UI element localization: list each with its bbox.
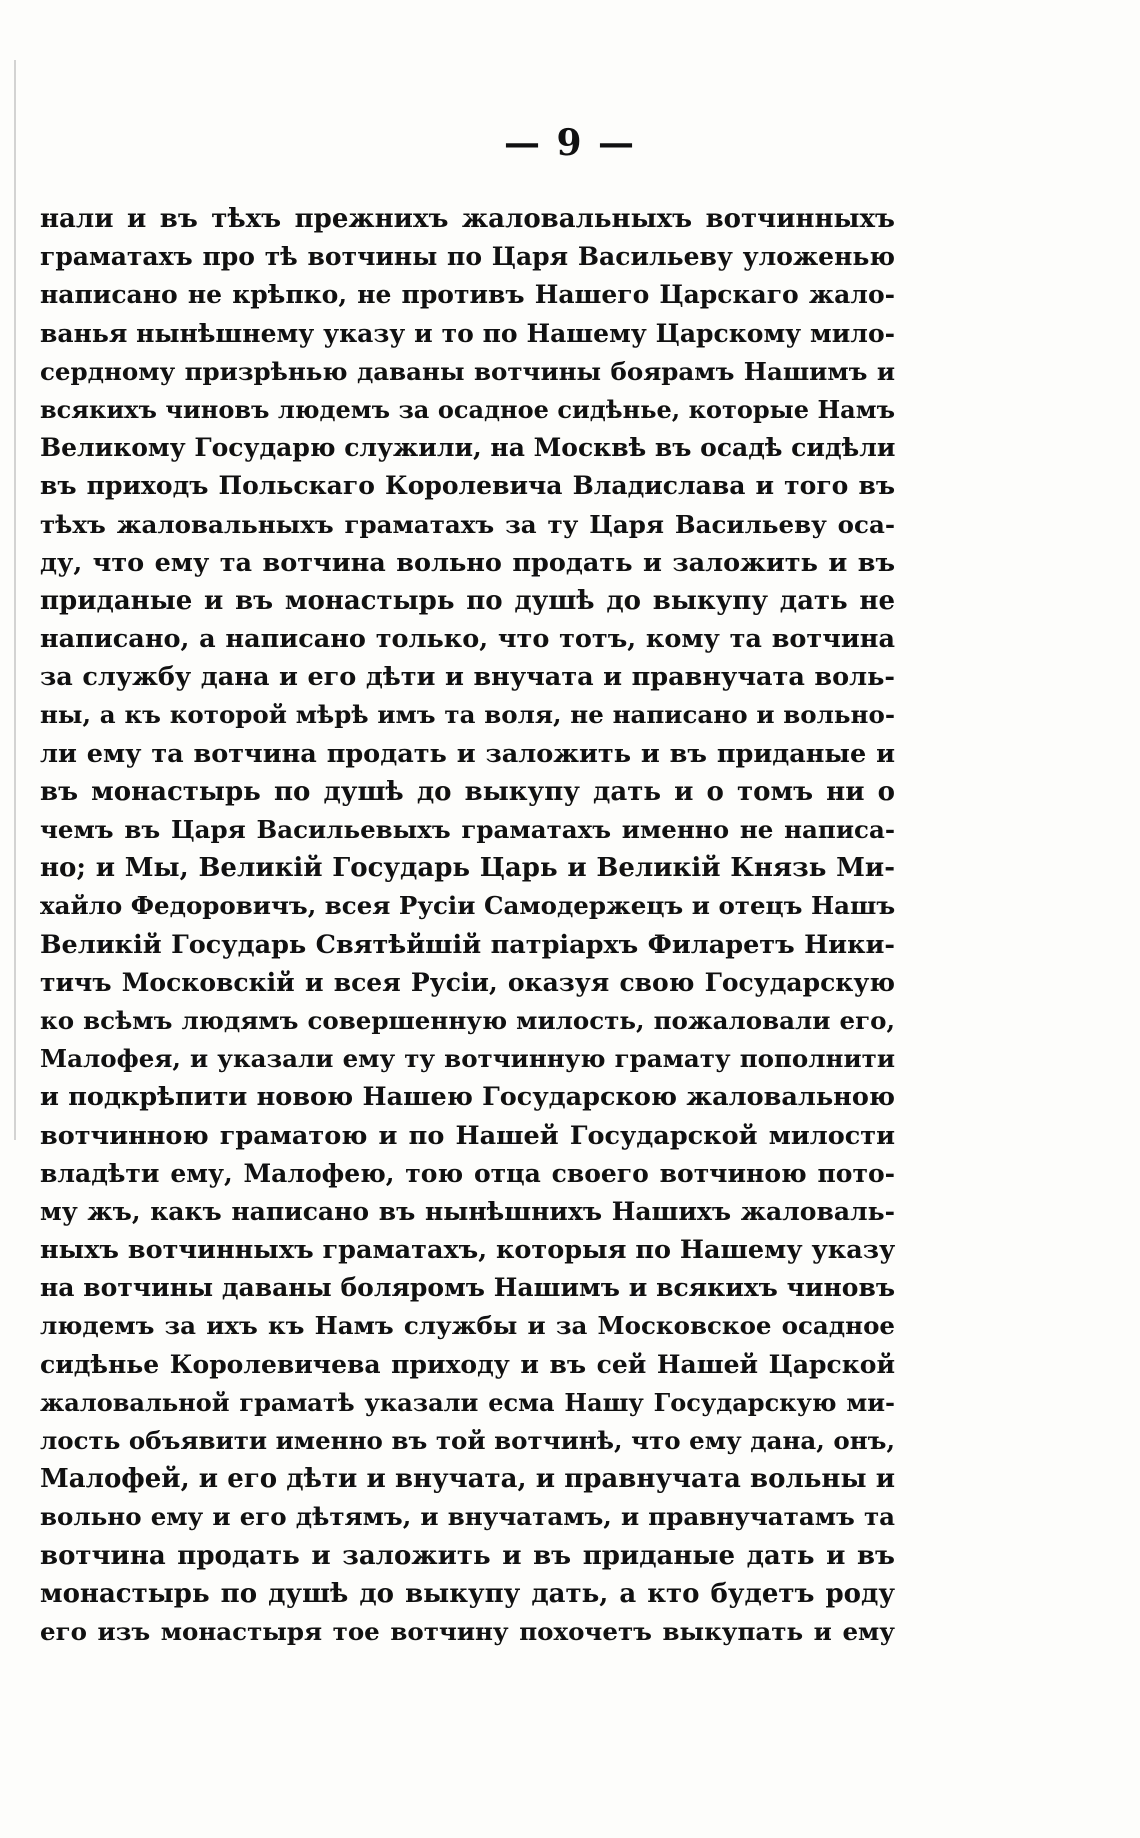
text-line: написано, а написано только, что тотъ, кому та вотчина [40,624,895,655]
margin-scan-line [14,60,16,1140]
page-number: — 9 — [503,122,637,164]
text-line: нали и въ тѣхъ прежнихъ жаловальныхъ вотчинныхъ [40,204,895,234]
text-line: тѣхъ жаловальныхъ граматахъ за ту Царя Васильеву оса- [40,509,895,539]
text-line: Великому Государю служили, на Москвѣ въ осадѣ сидѣли [40,433,895,463]
text-line: ныхъ вотчинныхъ граматахъ, которыя по Нашему указу [40,1235,895,1266]
text-line: людемъ за ихъ къ Намъ службы и за Московское осадное [40,1311,895,1341]
text-line: лость объявити именно въ той вотчинѣ, что ему дана, онъ, [40,1426,895,1455]
text-line: вотчина продать и заложить и въ приданые дать и въ [40,1540,895,1571]
text-line: сердному призрѣнью даваны вотчины боярамъ Нашимъ и [40,356,895,386]
text-line: монастырь по душѣ до выкупу дать, а кто будетъ роду [40,1578,895,1609]
text-line: ду, что ему та вотчина вольно продать и заложить и въ [40,547,895,578]
text-line: ванья нынѣшнему указу и то по Нашему Царскому мило- [40,318,895,348]
text-line: ны, а къ которой мѣрѣ имъ та воля, не написано и вольно- [40,700,895,730]
text-line: му жъ, какъ написано въ нынѣшнихъ Нашихъ жаловаль- [40,1196,895,1226]
text-line: за службу дана и его дѣти и внучата и правнучата воль- [40,662,895,693]
text-line: его изъ монастыря тое вотчину похочетъ выкупать и ему [40,1616,895,1646]
text-line: хайло Федоровичъ, всея Русіи Самодержецъ и отецъ Нашъ [40,891,895,921]
text-line: вотчинною граматою и по Нашей Государской милости [40,1120,895,1151]
text-line: приданые и въ монастырь по душѣ до выкупу дать не [40,585,895,616]
text-line: ко всѣмъ людямъ совершенную милость, пожаловали его, [40,1005,895,1035]
text-line: жаловальной граматѣ указали есма Нашу Государскую ми- [40,1387,895,1417]
text-line: Малофея, и указали ему ту вотчинную грамату пополнити [40,1044,895,1074]
text-line: владѣти ему, Малофею, тою отца своего вотчиною пото- [40,1158,895,1188]
text-line: граматахъ про тѣ вотчины по Царя Васильеву уложенью [40,242,895,272]
text-line: и подкрѣпити новою Нашею Государскою жаловальною [40,1082,895,1113]
text-line: на вотчины даваны боляромъ Нашимъ и всякихъ чиновъ [40,1273,895,1303]
text-line: въ монастырь по душѣ до выкупу дать и о томъ ни о [40,776,895,807]
text-line: ли ему та вотчина продать и заложить и въ приданые и [40,738,895,769]
text-line: въ приходъ Польскаго Королевича Владислава и того въ [40,471,895,501]
text-line: всякихъ чиновъ людемъ за осадное сидѣнье, которые Намъ [40,394,895,424]
body-text [40,200,895,1651]
text-line: сидѣнье Королевичева приходу и въ сей Нашей Царской [40,1349,895,1379]
text-line: вольно ему и его дѣтямъ, и внучатамъ, и правнучатамъ та [40,1502,895,1532]
text-line: Малофей, и его дѣти и внучата, и правнучата вольны и [40,1464,895,1495]
text-line: написано не крѣпко, не противъ Нашего Царскаго жало- [40,280,895,310]
text-line: Великій Государь Святѣйшій патріархъ Филаретъ Ники- [40,929,895,960]
text-line: тичъ Московскій и всея Русіи, оказуя свою Государскую [40,967,895,997]
text-line: чемъ въ Царя Васильевыхъ граматахъ именно не написа- [40,815,895,844]
text-line: но; и Мы, Великій Государь Царь и Великій Князь Ми- [40,853,895,884]
